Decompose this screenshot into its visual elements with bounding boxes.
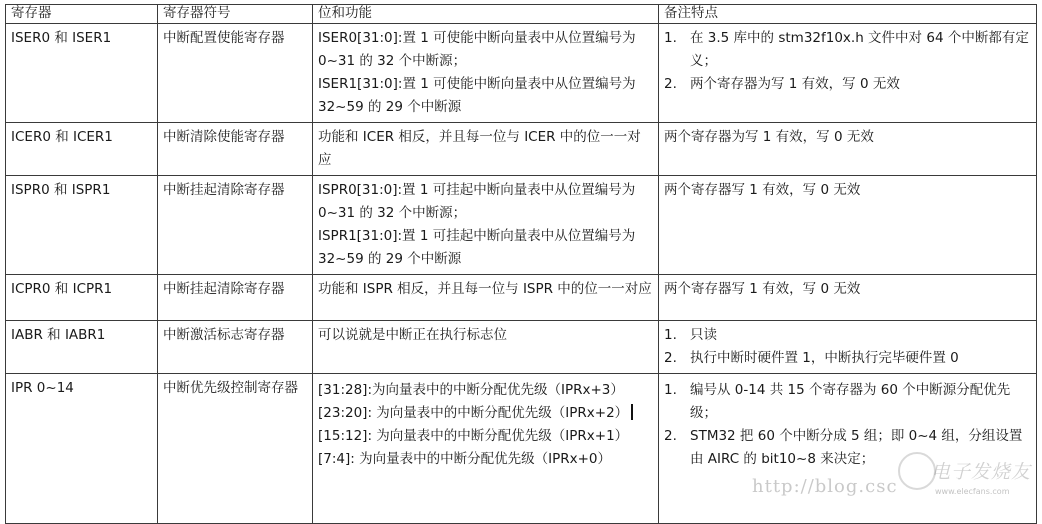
- watermark-url: http://blog.csc: [752, 476, 898, 497]
- cell-notes: [659, 24, 1037, 123]
- function-line: [318, 402, 653, 425]
- table-row: [6, 374, 1037, 524]
- list-item: [664, 347, 1031, 370]
- list-item: [664, 73, 1031, 96]
- cell-function: [313, 321, 659, 374]
- cell-function: [313, 176, 659, 275]
- list-number: 1.: [664, 30, 677, 46]
- register-table: [5, 4, 1037, 524]
- function-line: ISER0[31:0]:置 1 可使能中断向量表中从位置编号为 0~31 的 32 个中断源；: [318, 30, 636, 69]
- list-number: 1.: [664, 382, 677, 398]
- header-notes: 备注特点: [659, 5, 1037, 24]
- watermark-logo-text: 电子发烧友: [931, 461, 1032, 483]
- list-item: [664, 379, 1031, 425]
- cell-function: [313, 374, 659, 524]
- function-line: 功能和 ISPR 相反，并且每一位与 ISPR 中的位一一对应: [318, 281, 652, 297]
- cell-register: ISER0 和 ISER1: [6, 24, 158, 123]
- cell-symbol: 中断配置使能寄存器: [158, 24, 313, 123]
- list-number: 2.: [664, 350, 677, 366]
- cell-symbol: 中断挂起清除寄存器: [158, 275, 313, 321]
- cell-register: IABR 和 IABR1: [6, 321, 158, 374]
- header-symbol: 寄存器符号: [158, 5, 313, 24]
- table-row: [6, 123, 1037, 176]
- notes-list: [664, 27, 1031, 96]
- function-line: [15:12]: 为向量表中的中断分配优先级（IPRx+1）: [318, 428, 629, 444]
- header-function: 位和功能: [313, 5, 659, 24]
- list-number: 1.: [664, 327, 677, 343]
- cell-function: [313, 275, 659, 321]
- function-line-text: [23:20]: 为向量表中的中断分配优先级（IPRx+2）: [318, 405, 629, 421]
- function-line: 功能和 ICER 相反，并且每一位与 ICER 中的位一一对应: [318, 129, 641, 168]
- cell-register: ICPR0 和 ICPR1: [6, 275, 158, 321]
- list-text: 执行中断时硬件置 1，中断执行完毕硬件置 0: [690, 350, 959, 366]
- table-row: [6, 24, 1037, 123]
- list-number: 2.: [664, 428, 677, 444]
- list-item: [664, 324, 1031, 347]
- table-row: [6, 176, 1037, 275]
- list-text: STM32 把 60 个中断分成 5 组；即 0~4 组，分组设置由 AIRC 的 bit10~8 来决定；: [690, 428, 1023, 467]
- cell-symbol: 中断激活标志寄存器: [158, 321, 313, 374]
- list-text: 在 3.5 库中的 stm32f10x.h 文件中对 64 个中断都有定义；: [690, 30, 1029, 69]
- table-row: [6, 321, 1037, 374]
- cell-register: ICER0 和 ICER1: [6, 123, 158, 176]
- text-cursor-icon: [631, 404, 633, 420]
- cell-function: [313, 123, 659, 176]
- table-header-row: [6, 5, 1037, 24]
- cell-notes: 两个寄存器写 1 有效，写 0 无效: [659, 275, 1037, 321]
- function-line: ISPR1[31:0]:置 1 可挂起中断向量表中从位置编号为 32~59 的 29 个中断源: [318, 228, 636, 267]
- list-item: [664, 27, 1031, 73]
- cell-notes: 两个寄存器为写 1 有效，写 0 无效: [659, 123, 1037, 176]
- list-number: 2.: [664, 76, 677, 92]
- cell-notes: [659, 321, 1037, 374]
- cell-function: [313, 24, 659, 123]
- list-text: 只读: [690, 327, 717, 343]
- watermark-site: www.elecfans.com: [935, 487, 1010, 496]
- cell-notes: 两个寄存器写 1 有效，写 0 无效: [659, 176, 1037, 275]
- notes-list: [664, 324, 1031, 370]
- cell-symbol: 中断优先级控制寄存器: [158, 374, 313, 524]
- function-line: ISPR0[31:0]:置 1 可挂起中断向量表中从位置编号为 0~31 的 32 个中断源；: [318, 182, 636, 221]
- function-line: 可以说就是中断正在执行标志位: [318, 327, 507, 343]
- cell-notes: [659, 374, 1037, 524]
- list-text: 编号从 0-14 共 15 个寄存器为 60 个中断源分配优先级；: [690, 382, 1011, 421]
- list-text: 两个寄存器为写 1 有效，写 0 无效: [690, 76, 900, 92]
- table-row: [6, 275, 1037, 321]
- cell-symbol: 中断挂起清除寄存器: [158, 176, 313, 275]
- function-line: ISER1[31:0]:置 1 可使能中断向量表中从位置编号为 32~59 的 29 个中断源: [318, 76, 636, 115]
- function-line: [31:28]:为向量表中的中断分配优先级（IPRx+3）: [318, 382, 624, 398]
- function-line: [7:4]: 为向量表中的中断分配优先级（IPRx+0）: [318, 451, 611, 467]
- cell-symbol: 中断清除使能寄存器: [158, 123, 313, 176]
- cell-register: IPR 0~14: [6, 374, 158, 524]
- header-register: 寄存器: [6, 5, 158, 24]
- cell-register: ISPR0 和 ISPR1: [6, 176, 158, 275]
